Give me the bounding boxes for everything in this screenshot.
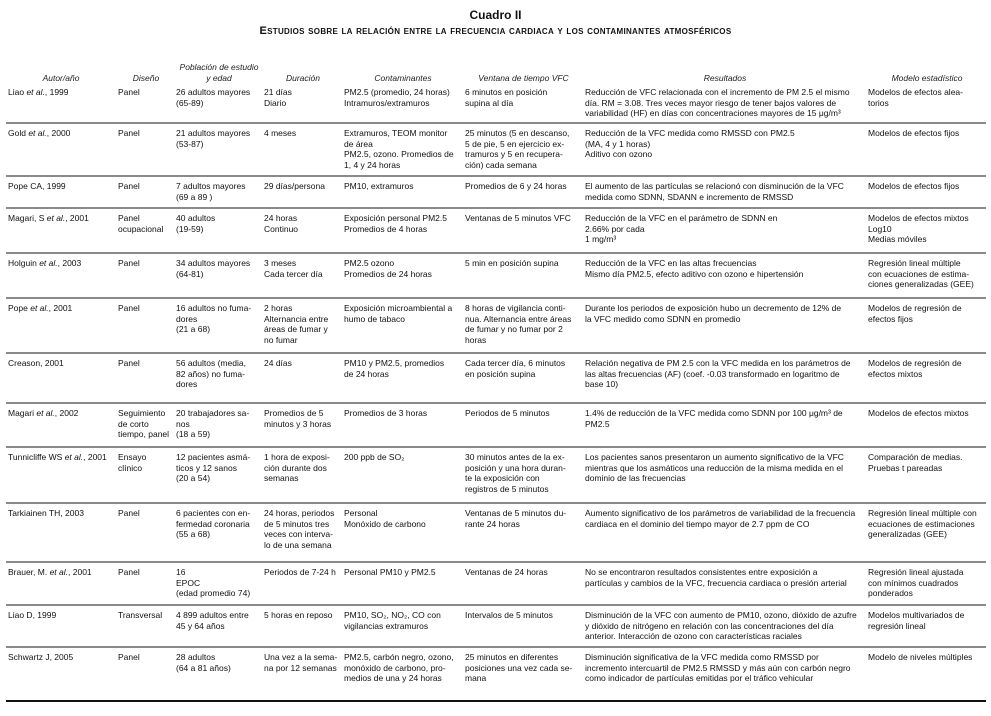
cell-results: Reducción de la VFC en las altas frecuencias Mismo día PM2.5, efecto aditivo con ozono e hipertensión xyxy=(585,258,804,279)
author-it: et al. xyxy=(30,303,49,313)
cell-population: 4 899 adultos entre 45 y 64 años xyxy=(176,610,249,631)
table-row xyxy=(6,404,986,448)
cell-duration: Una vez a la sema- na por 12 semanas xyxy=(264,652,338,673)
cell-time-window: Ventanas de 5 minutos du- rante 24 horas xyxy=(465,508,567,529)
cell-results: Disminución significativa de la VFC medida como RMSSD por incremento intercuartil de PM2.5 RMSSD y más aún con carbón negro como indicador de partículas emitidas por el tráfico vehicular xyxy=(585,652,851,684)
cell-results: Aumento significativo de los parámetros de variabilidad de la frecuencia cardiaca en el dominio del tiempo mayor de 2.7 ppm de CO xyxy=(585,508,856,529)
cell-pollutants: PM10, extramuros xyxy=(344,181,414,191)
cell-results: Durante los periodos de exposición hubo un decremento de 12% de la VFC medido como SDNN en promedio xyxy=(585,303,842,324)
column-header-population: Población de estudio y edad xyxy=(179,62,259,83)
cell-design: Panel xyxy=(118,181,140,191)
cell-design: Panel xyxy=(118,652,140,662)
cell-time-window: 6 minutos en posición supina al día xyxy=(465,87,548,108)
author-pre: Magari, S xyxy=(8,213,47,223)
column-header-design: Diseño xyxy=(132,73,160,83)
cell-author xyxy=(8,181,114,192)
cell-results: No se encontraron resultados consistentes entre exposición a partículas y cambios de la VFC, frecuencia cardiaca o presión arterial xyxy=(585,567,847,588)
cell-design: Panel xyxy=(118,358,140,368)
author-post: , 2003 xyxy=(57,258,82,268)
cell-model: Modelos de regresión de efectos fijos xyxy=(868,303,962,324)
cell-time-window: 25 minutos en diferentes posiciones una vez cada se- mana xyxy=(465,652,573,684)
cell-results: Reducción de la VFC en el parámetro de SDNN en 2.66% por cada 1 mg/m³ xyxy=(585,213,778,245)
cell-model: Modelos multivariados de regresión lineal xyxy=(868,610,965,631)
cell-duration: 29 días/persona xyxy=(264,181,325,191)
cell-model: Regresión lineal ajustada con mínimos cuadrados ponderados xyxy=(868,567,964,599)
table-title: Cuadro II xyxy=(469,8,522,22)
cell-results: Reducción de la VFC medida como RMSSD con PM2.5 (MA, 4 y 1 horas) Aditivo con ozono xyxy=(585,128,795,160)
cell-population: 56 adultos (media, 82 años) no fuma- dores xyxy=(176,358,246,390)
cell-model: Modelos de efectos fijos xyxy=(868,128,960,138)
cell-author xyxy=(8,567,114,578)
author-it: et al. xyxy=(39,258,58,268)
cell-design: Panel xyxy=(118,87,140,97)
cell-time-window: Promedios de 6 y 24 horas xyxy=(465,181,567,191)
cell-population: 16 EPOC (edad promedio 74) xyxy=(176,567,251,599)
column-header-results: Resultados xyxy=(703,73,747,83)
cell-author xyxy=(8,610,114,621)
author-pre: Liao D, 1999 xyxy=(8,610,57,620)
cell-author xyxy=(8,128,114,139)
cell-duration: 3 meses Cada tercer día xyxy=(264,258,323,279)
author-post: , 2000 xyxy=(46,128,71,138)
cell-results: El aumento de las partículas se relacionó con disminución de la VFC medida como SDNN, SDANN e incremento de RMSSD xyxy=(585,181,844,202)
author-pre: Creason, 2001 xyxy=(8,358,64,368)
cell-population: 26 adultos mayores (65-89) xyxy=(176,87,251,108)
table-row xyxy=(6,648,986,702)
cell-author xyxy=(8,303,114,314)
cell-design: Ensayo clínico xyxy=(118,452,147,473)
cell-duration: 24 días xyxy=(264,358,292,368)
cell-author xyxy=(8,508,114,519)
table-row xyxy=(6,606,986,648)
table-row xyxy=(6,83,986,124)
author-pre: Tarkiainen TH, 2003 xyxy=(8,508,84,518)
cell-pollutants: PM2.5 ozono Promedios de 24 horas xyxy=(344,258,432,279)
author-pre: Pope CA, 1999 xyxy=(8,181,66,191)
cell-pollutants: PM10, SO₂, NO₂, CO con vigilancias extramuros xyxy=(344,610,441,631)
cell-population: 16 adultos no fuma- dores (21 a 68) xyxy=(176,303,252,335)
cell-pollutants: Promedios de 3 horas xyxy=(344,408,428,418)
cell-duration: Periodos de 7-24 h xyxy=(264,567,336,577)
cell-design: Panel xyxy=(118,258,140,268)
cell-model: Regresión lineal múltiple con ecuaciones de estimaciones generalizadas (GEE) xyxy=(868,508,977,540)
cell-duration: 5 horas en reposo xyxy=(264,610,333,620)
cell-model: Modelos de efectos mixtos xyxy=(868,408,969,418)
author-it: et al. xyxy=(49,567,69,577)
table-row xyxy=(6,254,986,299)
cell-model: Modelos de efectos mixtos Log10 Medias móviles xyxy=(868,213,969,245)
cell-author xyxy=(8,408,114,419)
cell-population: 34 adultos mayores (64-81) xyxy=(176,258,251,279)
cell-time-window: 30 minutos antes de la ex- posición y una hora duran- te la exposición con registros de 5 minutos xyxy=(465,452,566,494)
cell-model: Comparación de medias. Pruebas t pareadas xyxy=(868,452,963,473)
cell-duration: 24 horas, periodos de 5 minutos tres veces con interva- lo de una semana xyxy=(264,508,335,550)
table-row xyxy=(6,299,986,354)
cell-design: Panel xyxy=(118,567,140,577)
cell-design: Transversal xyxy=(118,610,163,620)
cell-design: Seguimiento de corto tiempo, panel xyxy=(118,408,170,440)
author-post: , 2001 xyxy=(65,213,89,223)
table-row xyxy=(6,209,986,254)
cell-population: 21 adultos mayores (53-87) xyxy=(176,128,251,149)
cell-author xyxy=(8,213,114,224)
author-it: et al. xyxy=(26,87,45,97)
cell-population: 12 pacientes asmá- ticos y 12 sanos (20 a 54) xyxy=(176,452,251,484)
cell-results: Relación negativa de PM 2.5 con la VFC medida en los parámetros de las altas frecuencias (AF) (coef. -0.03 transformado en logaritmo de base 10) xyxy=(585,358,851,390)
cell-population: 6 pacientes con en- fermedad coronaria (55 a 68) xyxy=(176,508,251,540)
cell-pollutants: Exposición personal PM2.5 Promedios de 4 horas xyxy=(344,213,448,234)
cell-pollutants: Extramuros, TEOM monitor de área PM2.5, ozono. Promedios de 1, 4 y 24 horas xyxy=(344,128,454,170)
cell-time-window: Intervalos de 5 minutos xyxy=(465,610,553,620)
cell-duration: 4 meses xyxy=(264,128,297,138)
cell-population: 20 trabajadores sa- nos (18 a 59) xyxy=(176,408,250,440)
cell-author xyxy=(8,358,114,369)
author-it: et al. xyxy=(46,213,66,223)
cell-time-window: Ventanas de 24 horas xyxy=(465,567,548,577)
cell-design: Panel xyxy=(118,128,140,138)
table-row xyxy=(6,124,986,177)
cell-pollutants: 200 ppb de SO₂ xyxy=(344,452,405,462)
cell-design: Panel ocupacional xyxy=(118,213,164,234)
cell-design: Panel xyxy=(118,508,140,518)
cell-pollutants: Exposición microambiental a humo de tabaco xyxy=(344,303,453,324)
cell-pollutants: PM10 y PM2.5, promedios de 24 horas xyxy=(344,358,445,379)
author-pre: Brauer, M. xyxy=(8,567,50,577)
cell-time-window: Cada tercer día, 6 minutos en posición supina xyxy=(465,358,566,379)
cell-design: Panel xyxy=(118,303,140,313)
table-subtitle: Estudios sobre la relación entre la frecuencia cardiaca y los contaminantes atmosféricos xyxy=(259,25,732,37)
author-post: , 2001 xyxy=(48,303,73,313)
column-header-author: Autor/año xyxy=(42,73,80,83)
cell-results: 1.4% de reducción de la VFC medida como SDNN por 100 μg/m³ de PM2.5 xyxy=(585,408,843,429)
author-pre: Holguin xyxy=(8,258,40,268)
cell-model: Modelos de efectos alea- torios xyxy=(868,87,963,108)
cell-time-window: Periodos de 5 minutos xyxy=(465,408,550,418)
column-header-time-window: Ventana de tiempo VFC xyxy=(478,73,569,83)
column-header-model: Modelo estadístico xyxy=(891,73,963,83)
author-pre: Schwartz J, 2005 xyxy=(8,652,74,662)
cell-duration: 21 días Diario xyxy=(264,87,292,108)
author-post: , 2002 xyxy=(54,408,79,418)
cell-duration: 2 horas Alternancia entre áreas de fumar y no fumar xyxy=(264,303,329,345)
author-pre: Gold xyxy=(8,128,29,138)
author-it: et al. xyxy=(36,408,55,418)
cell-duration: 1 hora de exposi- ción durante dos semanas xyxy=(264,452,330,484)
cell-pollutants: Personal Monóxido de carbono xyxy=(344,508,426,529)
table-row xyxy=(6,563,986,606)
author-pre: Liao xyxy=(8,87,27,97)
author-it: et al. xyxy=(28,128,47,138)
column-header-pollutants: Contaminantes xyxy=(374,73,432,83)
cell-author xyxy=(8,652,114,663)
column-header-duration: Duración xyxy=(285,73,321,83)
cell-model: Modelos de efectos fijos xyxy=(868,181,960,191)
author-post: , 1999 xyxy=(44,87,69,97)
cell-time-window: 8 horas de vigilancia conti- nua. Alternancia entre áreas de fumar y no fumar por 2 horas xyxy=(465,303,572,345)
author-post: , 2001 xyxy=(68,567,92,577)
cell-model: Modelo de niveles múltiples xyxy=(868,652,973,662)
cell-time-window: Ventanas de 5 minutos VFC xyxy=(465,213,571,223)
cell-results: Disminución de la VFC con aumento de PM10, ozono, dióxido de azufre y dióxido de nitrógeno en relación con las concentraciones del día anterior. Interacción de ozono con características raciales xyxy=(585,610,857,642)
author-pre: Pope xyxy=(8,303,31,313)
cell-results: Los pacientes sanos presentaron un aumento significativo de la VFC mientras que los asmáticos una reducción de la misma medida en el dominio de las frecuencias xyxy=(585,452,844,484)
author-pre: Tunnicliffe WS xyxy=(8,452,65,462)
table-row xyxy=(6,504,986,563)
author-pre: Magari xyxy=(8,408,37,418)
cell-author xyxy=(8,87,114,98)
cell-author xyxy=(8,452,114,463)
cell-author xyxy=(8,258,114,269)
author-post: , 2001 xyxy=(83,452,107,462)
cell-pollutants: Personal PM10 y PM2.5 xyxy=(344,567,436,577)
cell-population: 28 adultos (64 a 81 años) xyxy=(176,652,231,673)
cell-time-window: 5 min en posición supina xyxy=(465,258,559,268)
cell-pollutants: PM2.5 (promedio, 24 horas) Intramuros/extramuros xyxy=(344,87,450,108)
cell-model: Regresión lineal múltiple con ecuaciones de estima- ciones generalizadas (GEE) xyxy=(868,258,974,290)
cell-results: Reducción de VFC relacionada con el incremento de PM 2.5 el mismo día. RM = 3.08. Tres veces mayor riesgo de tener bajos valores de variabilidad (HF) en días con concentraciones mayores de 15 μg/m³ xyxy=(585,87,850,119)
author-it: et al. xyxy=(64,452,84,462)
cell-pollutants: PM2.5, carbón negro, ozono, monóxido de carbono, pro- medios de una y 24 horas xyxy=(344,652,454,684)
table-row xyxy=(6,448,986,504)
cell-population: 7 adultos mayores (69 a 89 ) xyxy=(176,181,246,202)
cell-model: Modelos de regresión de efectos mixtos xyxy=(868,358,962,379)
table-row xyxy=(6,354,986,404)
cell-duration: Promedios de 5 minutos y 3 horas xyxy=(264,408,332,429)
cell-duration: 24 horas Continuo xyxy=(264,213,299,234)
cell-population: 40 adultos (19-59) xyxy=(176,213,216,234)
table-row xyxy=(6,177,986,209)
cell-time-window: 25 minutos (5 en descanso, 5 de pie, 5 en ejercicio ex- tramuros y 5 en recupera- ción) cada semana xyxy=(465,128,570,170)
